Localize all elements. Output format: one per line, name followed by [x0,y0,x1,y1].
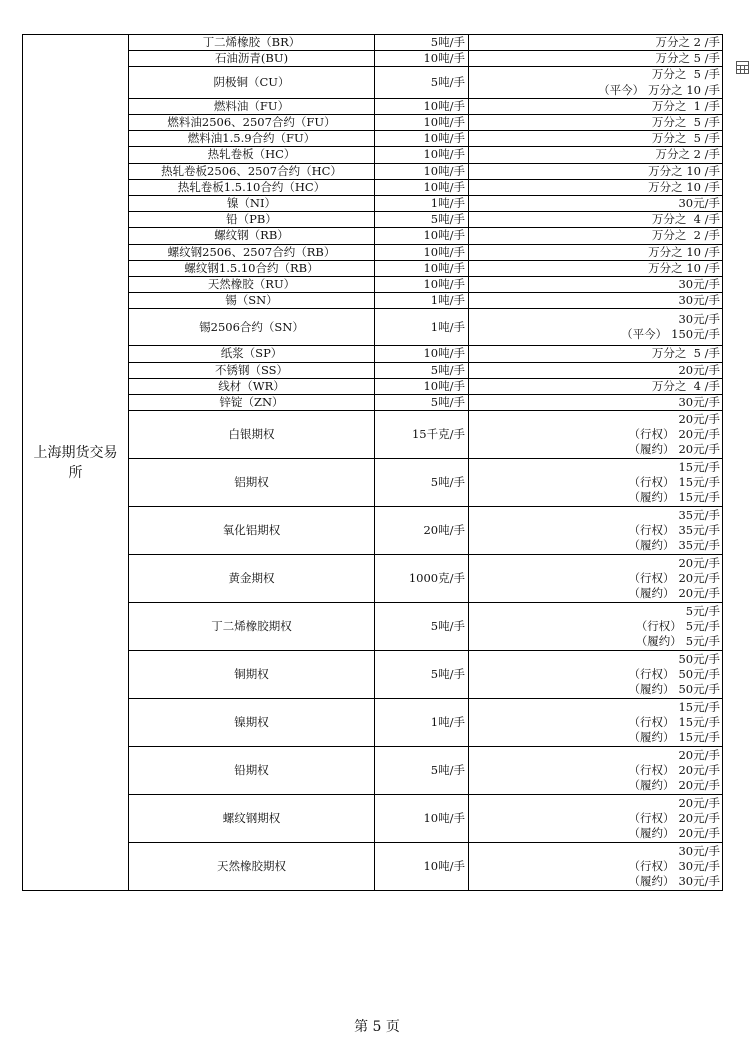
product-name: 氧化铝期权 [129,507,375,555]
fee-line [472,51,720,66]
trading-unit: 10吨/手 [375,51,469,67]
fee-cell [469,293,723,309]
product-name: 螺纹钢（RB） [129,228,375,244]
product-name: 丁二烯橡胶期权 [129,603,375,651]
fee-value: 30元/手 [678,843,720,858]
trading-unit: 10吨/手 [375,115,469,131]
fee-cell [469,555,723,603]
fee-type-label: （行权） [628,523,675,538]
fee-value: 20元/手 [678,747,720,762]
product-name: 不锈钢（SS） [129,362,375,378]
trading-unit: 10吨/手 [375,147,469,163]
fee-value: 万分之 4 /手 [651,212,720,227]
trading-unit: 1吨/手 [375,196,469,212]
product-name: 铝期权 [129,459,375,507]
fee-value: 150元/手 [671,327,720,342]
fee-line [472,826,720,841]
fee-cell [469,98,723,114]
fee-line [472,619,720,634]
fee-line [472,395,720,410]
fee-type-label: （履约） [635,634,682,649]
trading-unit: 20吨/手 [375,507,469,555]
fee-line [472,261,720,276]
fee-line [472,730,720,745]
fee-line [472,312,720,327]
trading-unit: 10吨/手 [375,277,469,293]
fee-line [472,228,720,243]
fee-line [472,99,720,114]
fee-value: 万分之 2 /手 [655,147,720,162]
fee-value: 30元/手 [678,859,720,874]
fee-cell [469,147,723,163]
fee-line [472,700,720,715]
fee-value: 35元/手 [678,507,720,522]
trading-unit: 10吨/手 [375,163,469,179]
fee-value: 20元/手 [678,411,720,426]
fee-line [472,379,720,394]
product-name: 铅期权 [129,747,375,795]
fee-table [22,34,723,891]
fee-cell [469,507,723,555]
trading-unit: 5吨/手 [375,603,469,651]
fee-cell [469,196,723,212]
fee-value: 35元/手 [678,538,720,553]
product-name: 热轧卷板1.5.10合约（HC） [129,179,375,195]
exchange-name: 上海期货交易所 [23,35,129,891]
fee-cell [469,795,723,843]
product-name: 锡2506合约（SN） [129,309,375,346]
fee-value: 万分之 10 /手 [648,244,720,259]
fee-value: 30元/手 [678,874,720,889]
fee-cell [469,212,723,228]
product-name: 螺纹钢2506、2507合约（RB） [129,244,375,260]
trading-unit: 1吨/手 [375,699,469,747]
fee-type-label: （行权） [628,811,675,826]
fee-value: 万分之 5 /手 [655,51,720,66]
fee-type-label: （行权） [635,619,682,634]
fee-type-label: （行权） [628,475,675,490]
trading-unit: 1吨/手 [375,293,469,309]
trading-unit: 10吨/手 [375,244,469,260]
fee-value: 万分之 10 /手 [648,260,720,275]
fee-line [472,682,720,697]
fee-line [472,427,720,442]
trading-unit: 5吨/手 [375,212,469,228]
fee-value: 20元/手 [678,442,720,457]
fee-line [472,586,720,601]
trading-unit: 10吨/手 [375,228,469,244]
fee-line [472,796,720,811]
fee-line [472,874,720,889]
fee-line [472,196,720,211]
fee-line [472,67,720,82]
fee-line [472,164,720,179]
fee-line [472,442,720,457]
fee-type-label: （行权） [628,667,675,682]
trading-unit: 5吨/手 [375,67,469,98]
fee-cell [469,277,723,293]
fee-value: 万分之 10 /手 [648,163,720,178]
fee-type-label: （履约） [628,538,675,553]
fee-line [472,571,720,586]
fee-cell [469,228,723,244]
trading-unit: 10吨/手 [375,346,469,362]
fee-type-label: （履约） [628,586,675,601]
fee-type-label: （履约） [628,490,675,505]
fee-line [472,715,720,730]
fee-line [472,667,720,682]
fee-type-label: （行权） [628,763,675,778]
fee-type-label: （平今） [598,82,645,97]
fee-line [472,460,720,475]
trading-unit: 5吨/手 [375,651,469,699]
trading-unit: 5吨/手 [375,35,469,51]
fee-type-label: （平今） [621,327,668,342]
futures-row [23,35,723,51]
trading-unit: 5吨/手 [375,747,469,795]
fee-value: 万分之 2 /手 [651,228,720,243]
product-name: 丁二烯橡胶（BR） [129,35,375,51]
fee-cell [469,260,723,276]
fee-line [472,131,720,146]
fee-value: 15元/手 [678,490,720,505]
product-name: 螺纹钢1.5.10合约（RB） [129,260,375,276]
fee-cell [469,115,723,131]
fee-value: 35元/手 [678,523,720,538]
trading-unit: 5吨/手 [375,362,469,378]
fee-cell [469,179,723,195]
fee-cell [469,362,723,378]
fee-value: 30元/手 [678,395,720,410]
fee-line [472,763,720,778]
product-name: 锌锭（ZN） [129,395,375,411]
trading-unit: 10吨/手 [375,179,469,195]
fee-line [472,363,720,378]
product-name: 纸浆（SP） [129,346,375,362]
fee-cell [469,131,723,147]
fee-type-label: （履约） [628,874,675,889]
product-name: 天然橡胶（RU） [129,277,375,293]
fee-value: 20元/手 [678,427,720,442]
product-name: 燃料油（FU） [129,98,375,114]
fee-line [472,212,720,227]
fee-cell [469,244,723,260]
grid-icon-glyph [735,60,750,75]
trading-unit: 10吨/手 [375,843,469,891]
fee-value: 万分之 2 /手 [655,35,720,49]
fee-line [472,490,720,505]
fee-cell [469,747,723,795]
fee-value: 20元/手 [678,586,720,601]
trading-unit: 1吨/手 [375,309,469,346]
product-name: 镍（NI） [129,196,375,212]
fee-value: 30元/手 [678,293,720,308]
fee-value: 15元/手 [678,475,720,490]
product-name: 铜期权 [129,651,375,699]
fee-line [472,523,720,538]
fee-type-label: （履约） [628,442,675,457]
fee-value: 5元/手 [685,619,720,634]
fee-value: 万分之 5 /手 [651,131,720,146]
fee-cell [469,395,723,411]
fee-line [472,844,720,859]
trading-unit: 10吨/手 [375,378,469,394]
fee-cell [469,411,723,459]
fee-value: 5元/手 [685,603,720,618]
fee-value: 20元/手 [678,362,720,377]
trading-unit: 10吨/手 [375,131,469,147]
fee-value: 50元/手 [678,667,720,682]
fee-type-label: （行权） [628,427,675,442]
fee-cell [469,843,723,891]
fee-line [472,778,720,793]
fee-line [472,475,720,490]
product-name: 螺纹钢期权 [129,795,375,843]
trading-unit: 5吨/手 [375,459,469,507]
fee-value: 万分之 1 /手 [651,98,720,113]
fee-line [472,412,720,427]
fee-value: 15元/手 [678,459,720,474]
fee-line [472,327,720,342]
trading-unit: 15千克/手 [375,411,469,459]
fee-cell [469,603,723,651]
fee-value: 50元/手 [678,682,720,697]
fee-line [472,277,720,292]
fee-cell [469,459,723,507]
fee-value: 30元/手 [678,277,720,292]
trading-unit: 10吨/手 [375,260,469,276]
fee-cell [469,51,723,67]
fee-line [472,859,720,874]
page-number: 第 5 页 [354,1019,400,1035]
fee-type-label: （行权） [628,859,675,874]
fee-line [472,346,720,361]
fee-line [472,748,720,763]
fee-value: 15元/手 [678,699,720,714]
trading-unit: 5吨/手 [375,395,469,411]
fee-value: 30元/手 [678,196,720,211]
fee-line [472,634,720,649]
product-name: 白银期权 [129,411,375,459]
fee-cell [469,651,723,699]
product-name: 黄金期权 [129,555,375,603]
fee-line [472,811,720,826]
trading-unit: 10吨/手 [375,98,469,114]
fee-cell [469,67,723,98]
fee-value: 15元/手 [678,715,720,730]
product-name: 镍期权 [129,699,375,747]
product-name: 燃料油2506、2507合约（FU） [129,115,375,131]
fee-value: 20元/手 [678,778,720,793]
fee-value: 50元/手 [678,651,720,666]
product-name: 燃料油1.5.9合约（FU） [129,131,375,147]
fee-type-label: （履约） [628,682,675,697]
fee-value: 20元/手 [678,811,720,826]
trading-unit: 1000克/手 [375,555,469,603]
fee-value: 万分之 5 /手 [651,67,720,82]
fee-line [472,83,720,98]
product-name: 热轧卷板2506、2507合约（HC） [129,163,375,179]
fee-value: 万分之 5 /手 [651,115,720,130]
fee-value: 15元/手 [678,730,720,745]
fee-type-label: （履约） [628,730,675,745]
trading-unit: 10吨/手 [375,795,469,843]
fee-cell [469,163,723,179]
fee-line [472,115,720,130]
fee-type-label: （履约） [628,778,675,793]
product-name: 热轧卷板（HC） [129,147,375,163]
product-name: 锡（SN） [129,293,375,309]
fee-cell [469,309,723,346]
product-name: 天然橡胶期权 [129,843,375,891]
fee-value: 万分之 4 /手 [651,378,720,393]
fee-value: 20元/手 [678,555,720,570]
fee-line [472,556,720,571]
fee-cell [469,378,723,394]
fee-value: 万分之 5 /手 [651,346,720,361]
fee-value: 5元/手 [685,634,720,649]
fee-type-label: （行权） [628,715,675,730]
fee-line [472,293,720,308]
fee-line [472,508,720,523]
fee-value: 20元/手 [678,571,720,586]
product-name: 铅（PB） [129,212,375,228]
fee-value: 万分之 10 /手 [648,179,720,194]
fee-line [472,604,720,619]
fee-cell [469,346,723,362]
product-name: 线材（WR） [129,378,375,394]
fee-cell [469,35,723,51]
fee-value: 20元/手 [678,795,720,810]
fee-line [472,180,720,195]
fee-type-label: （行权） [628,571,675,586]
product-name: 石油沥青(BU) [129,51,375,67]
fee-line [472,652,720,667]
fee-value: 万分之 10 /手 [648,82,720,97]
fee-cell [469,699,723,747]
product-name: 阴极铜（CU） [129,67,375,98]
fee-line [472,538,720,553]
fee-value: 20元/手 [678,826,720,841]
fee-line [472,35,720,50]
grid-icon[interactable] [733,58,751,76]
fee-type-label: （履约） [628,826,675,841]
fee-value: 20元/手 [678,763,720,778]
fee-line [472,245,720,260]
fee-value: 30元/手 [678,312,720,327]
fee-line [472,147,720,162]
